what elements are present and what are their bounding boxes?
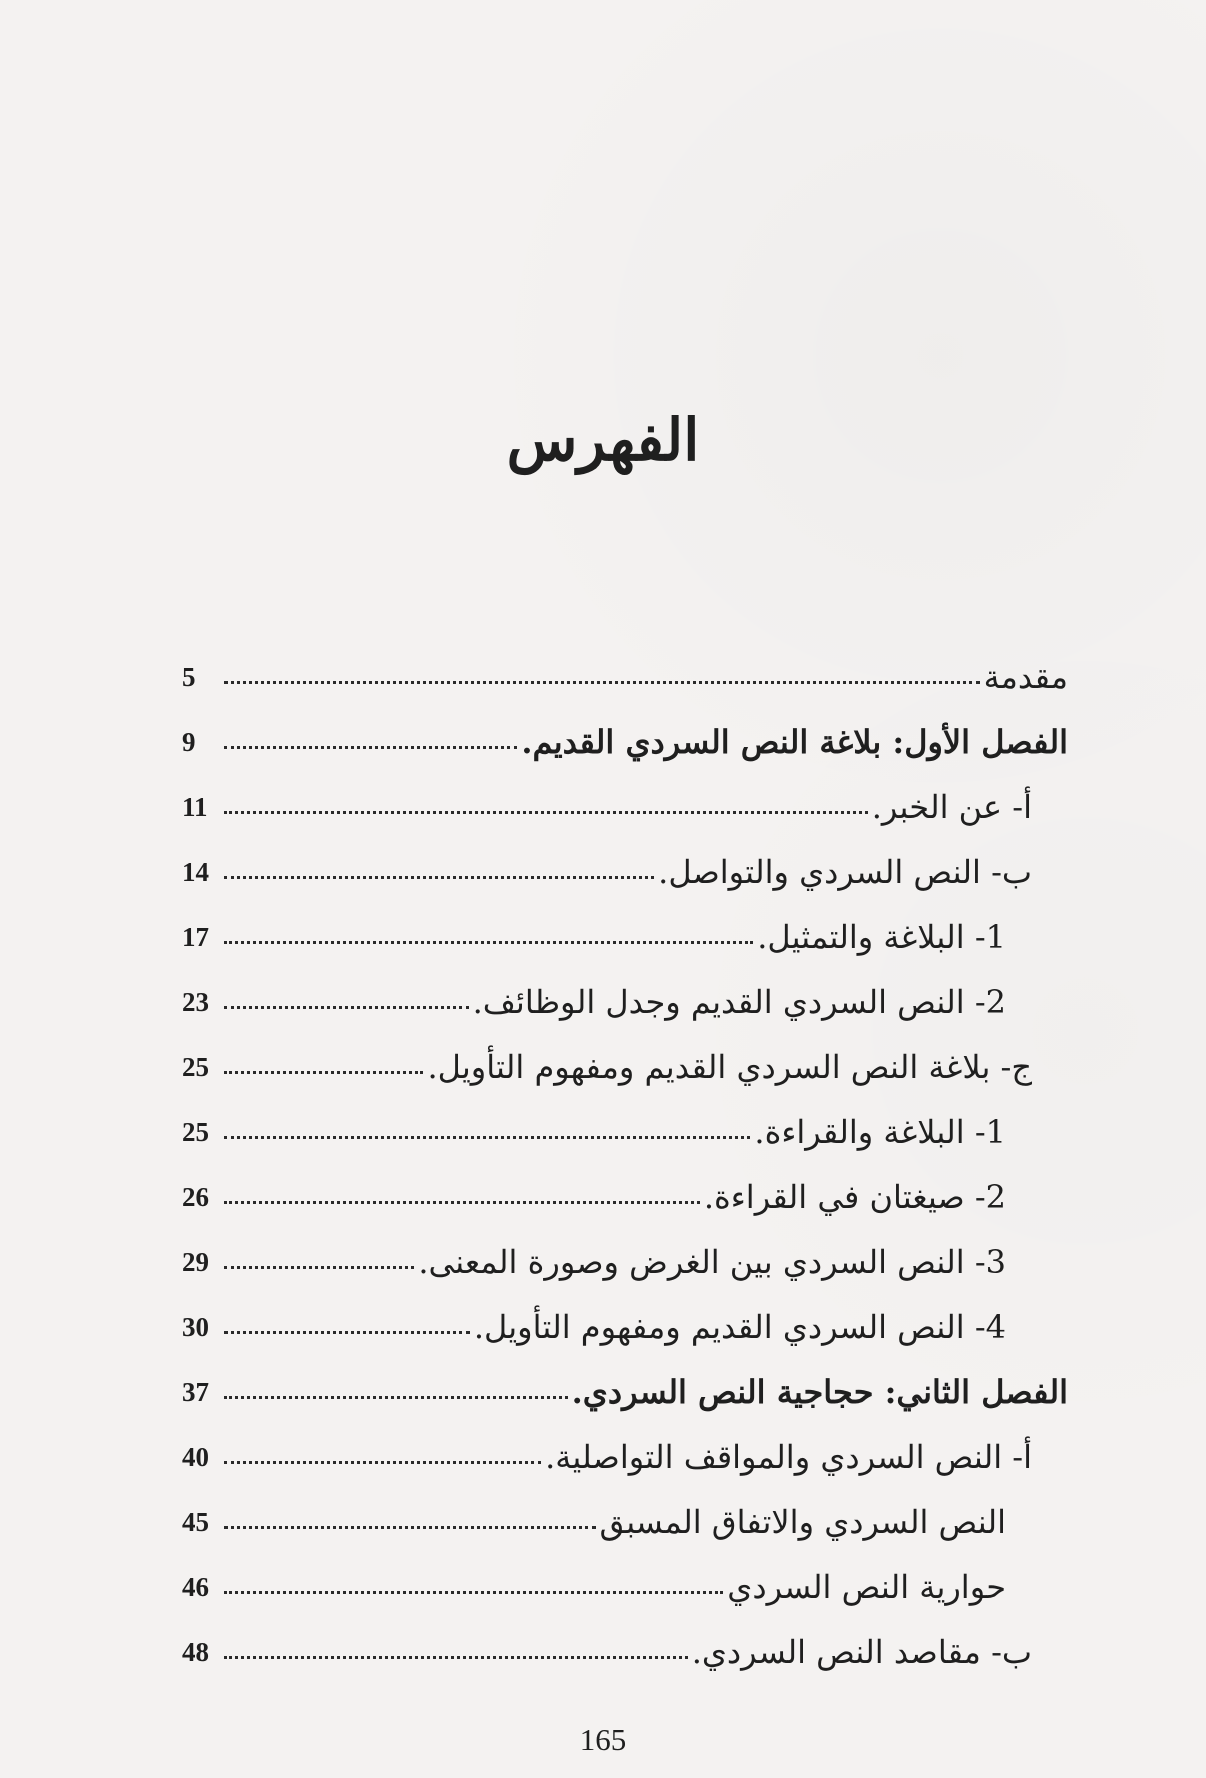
- leader-dots: [224, 941, 753, 944]
- toc-entry: [182, 632, 1068, 697]
- toc-entry: [182, 957, 1068, 1022]
- toc-entry-title: 2- صيغتان في القراءة.: [703, 1178, 1006, 1216]
- leader-dots: [224, 1331, 470, 1334]
- toc-entry-page: 40: [182, 1442, 209, 1472]
- toc-entry-page: 23: [182, 987, 209, 1017]
- toc-entry-title: أ- عن الخبر.: [871, 788, 1032, 826]
- toc-entry-title: الفصل الأول: بلاغة النص السردي القديم.: [521, 723, 1068, 761]
- toc-entry-title: مقدمة: [983, 658, 1068, 696]
- toc-entry-page: 29: [182, 1247, 209, 1277]
- toc-entry: [182, 1152, 1068, 1217]
- leader-dots: [224, 1591, 723, 1594]
- toc-entry-page: 11: [182, 792, 208, 822]
- leader-dots: [224, 746, 517, 749]
- page-title: الفهرس: [506, 406, 700, 474]
- toc-entry-page: 48: [182, 1637, 209, 1667]
- toc-entry: [182, 1542, 1068, 1607]
- toc-entry: [182, 1022, 1068, 1087]
- toc-entry: [182, 697, 1068, 762]
- toc-entry: [182, 1607, 1068, 1672]
- toc-entry-title: 1- البلاغة والتمثيل.: [757, 918, 1006, 956]
- toc-entry: [182, 1412, 1068, 1477]
- toc-entry: [182, 827, 1068, 892]
- toc-entry-title: 3- النص السردي بين الغرض وصورة المعنى.: [418, 1243, 1006, 1281]
- toc-entry-page: 46: [182, 1572, 209, 1602]
- toc-entry-page: 25: [182, 1052, 209, 1082]
- toc-entry-title: 1- البلاغة والقراءة.: [754, 1113, 1006, 1151]
- toc-entry-title: 2- النص السردي القديم وجدل الوظائف.: [472, 983, 1006, 1021]
- leader-dots: [224, 1396, 568, 1399]
- toc-entry: [182, 1282, 1068, 1347]
- toc-entry-page: 14: [182, 857, 209, 887]
- toc-entry-title: ب- مقاصد النص السردي.: [691, 1633, 1032, 1671]
- toc-entry: [182, 1347, 1068, 1412]
- toc-entry-page: 26: [182, 1182, 209, 1212]
- toc-entry-title: 4- النص السردي القديم ومفهوم التأويل.: [473, 1308, 1006, 1346]
- toc-entry-title: ب- النص السردي والتواصل.: [658, 853, 1032, 891]
- toc-entry-page: 5: [182, 662, 196, 692]
- leader-dots: [224, 1201, 700, 1204]
- leader-dots: [224, 1266, 414, 1269]
- leader-dots: [224, 876, 654, 879]
- toc-entry-title: حوارية النص السردي: [727, 1568, 1006, 1606]
- table-of-contents: [182, 632, 1068, 1672]
- leader-dots: [224, 1006, 469, 1009]
- leader-dots: [224, 1136, 750, 1139]
- toc-entry-title: الفصل الثاني: حجاجية النص السردي.: [571, 1373, 1068, 1411]
- toc-entry-page: 25: [182, 1117, 209, 1147]
- toc-entry: [182, 892, 1068, 957]
- toc-entry-page: 37: [182, 1377, 209, 1407]
- toc-entry: [182, 1217, 1068, 1282]
- leader-dots: [224, 1656, 688, 1659]
- toc-entry-title: ج- بلاغة النص السردي القديم ومفهوم التأويل.: [427, 1048, 1032, 1086]
- toc-entry: [182, 762, 1068, 827]
- toc-entry-page: 17: [182, 922, 209, 952]
- leader-dots: [224, 811, 868, 814]
- toc-entry-title: أ- النص السردي والمواقف التواصلية.: [545, 1438, 1032, 1476]
- toc-entry-page: 45: [182, 1507, 209, 1537]
- toc-entry: [182, 1477, 1068, 1542]
- leader-dots: [224, 1461, 541, 1464]
- toc-entry: [182, 1087, 1068, 1152]
- leader-dots: [224, 1526, 596, 1529]
- page-number: 165: [579, 1722, 627, 1757]
- leader-dots: [224, 1071, 423, 1074]
- toc-entry-page: 9: [182, 727, 196, 757]
- toc-entry-title: النص السردي والاتفاق المسبق: [599, 1503, 1006, 1541]
- toc-entry-page: 30: [182, 1312, 209, 1342]
- leader-dots: [224, 681, 980, 684]
